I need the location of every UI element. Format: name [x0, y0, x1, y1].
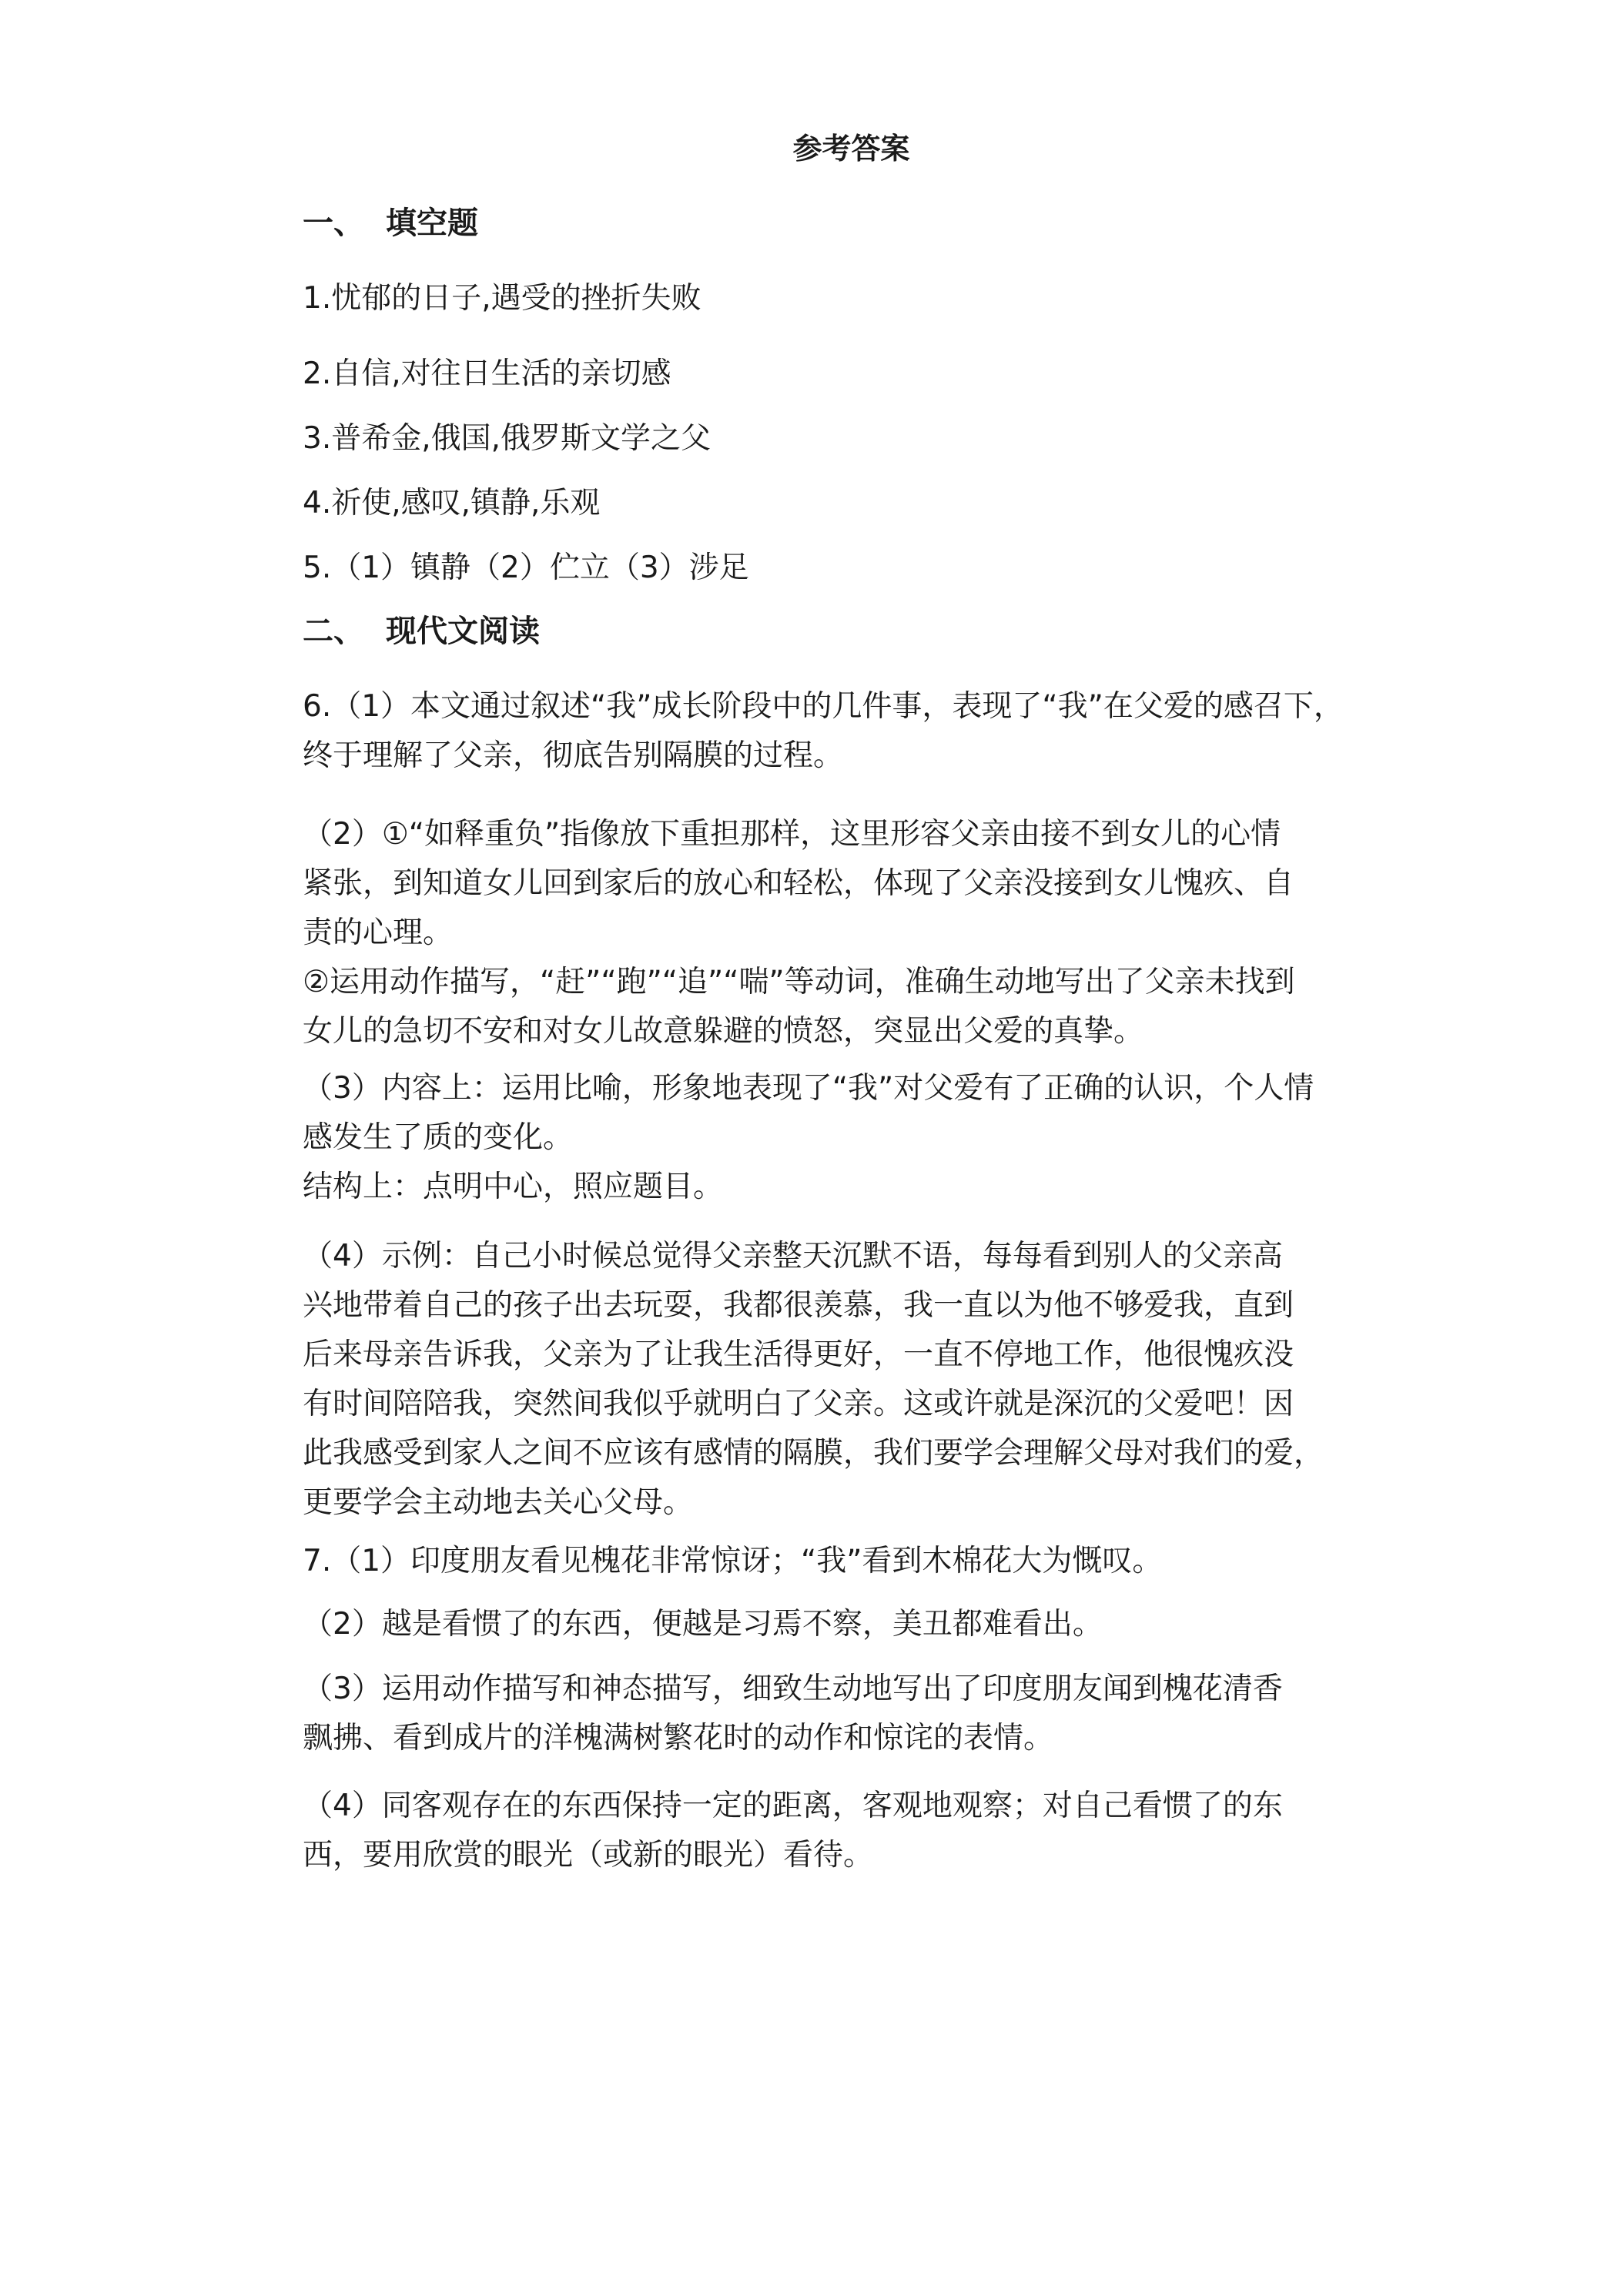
- q6-answer-1: [303, 682, 1400, 781]
- answer-line: （3）内容上：运用比喻，形象地表现了“我”对父爱有了正确的认识，个人情: [303, 1071, 1314, 1106]
- answer-item-4: [303, 479, 1400, 528]
- answer-line: 2.自信,对往日生活的亲切感: [303, 356, 671, 391]
- answer-item-5: [303, 544, 1400, 593]
- answer-line: 1.忧郁的日子,遇受的挫折失败: [303, 281, 702, 316]
- answer-line: （4）示例：自己小时候总觉得父亲整天沉默不语，每每看到别人的父亲高: [303, 1239, 1283, 1274]
- answer-line: 责的心理。: [303, 915, 454, 950]
- q6-answer-4: [303, 1232, 1400, 1528]
- answer-line: 6.（1）本文通过叙述“我”成长阶段中的几件事，表现了“我”在父爱的感召下，: [303, 689, 1344, 724]
- q7-answer-3: [303, 1665, 1400, 1763]
- q7-answer-1: [303, 1537, 1400, 1586]
- q6-answer-3: [303, 1064, 1400, 1212]
- q7-answer-2: [303, 1600, 1400, 1649]
- answer-line: 3.普希金,俄国,俄罗斯文学之父: [303, 421, 712, 456]
- answer-line: 兴地带着自己的孩子出去玩耍，我都很羡慕，我一直以为他不够爱我，直到: [303, 1288, 1294, 1323]
- answer-line: （4）同客观存在的东西保持一定的距离，客观地观察；对自己看惯了的东: [303, 1789, 1283, 1823]
- answer-item-1: [303, 274, 1400, 323]
- answer-line: 飘拂、看到成片的洋槐满树繁花时的动作和惊诧的表情。: [303, 1721, 1054, 1755]
- answer-line: 西，要用欣赏的眼光（或新的眼光）看待。: [303, 1838, 874, 1873]
- answer-line: 5.（1）镇静（2）伫立（3）涉足: [303, 551, 749, 585]
- section-number: 二、: [303, 614, 364, 649]
- answer-line: （3）运用动作描写和神态描写，细致生动地写出了印度朋友闻到槐花清香: [303, 1672, 1283, 1706]
- section-title: 填空题: [386, 206, 478, 241]
- answer-line: 结构上：点明中心，照应题目。: [303, 1170, 724, 1204]
- section-title: 现代文阅读: [386, 614, 540, 649]
- answer-line: 更要学会主动地去关心父母。: [303, 1485, 694, 1520]
- section-number: 一、: [303, 206, 364, 241]
- answer-line: 7.（1）印度朋友看见槐花非常惊讶；“我”看到木棉花大为慨叹。: [303, 1544, 1163, 1578]
- answer-line: 感发生了质的变化。: [303, 1120, 574, 1155]
- answer-line: （2）①“如释重负”指像放下重担那样，这里形容父亲由接不到女儿的心情: [303, 817, 1281, 852]
- answer-line: 此我感受到家人之间不应该有感情的隔膜，我们要学会理解父母对我们的爱，: [303, 1436, 1324, 1471]
- q6-answer-2: [303, 810, 1400, 1056]
- section-heading-fill-in: [303, 202, 478, 245]
- answer-line: 终于理解了父亲，彻底告别隔膜的过程。: [303, 738, 844, 773]
- answer-line: ②运用动作描写，“赶”“跑”“追”“喘”等动词，准确生动地写出了父亲未找到: [303, 965, 1295, 999]
- document-title: 参考答案: [792, 132, 910, 166]
- section-heading-reading: [303, 610, 540, 653]
- answer-line: 紧张，到知道女儿回到家后的放心和轻松，体现了父亲没接到女儿愧疚、自: [303, 866, 1294, 901]
- answer-line: 女儿的急切不安和对女儿故意躲避的愤怒，突显出父爱的真挚。: [303, 1014, 1144, 1049]
- answer-line: 后来母亲告诉我，父亲为了让我生活得更好，一直不停地工作，他很愧疚没: [303, 1337, 1294, 1372]
- answer-line: 4.祈使,感叹,镇静,乐观: [303, 486, 601, 520]
- answer-line: 有时间陪陪我，突然间我似乎就明白了父亲。这或许就是深沉的父爱吧！因: [303, 1387, 1294, 1421]
- answer-item-2: [303, 350, 1400, 399]
- answer-line: （2）越是看惯了的东西，便越是习焉不察，美丑都难看出。: [303, 1607, 1103, 1642]
- q7-answer-4: [303, 1782, 1400, 1880]
- answer-item-3: [303, 414, 1400, 464]
